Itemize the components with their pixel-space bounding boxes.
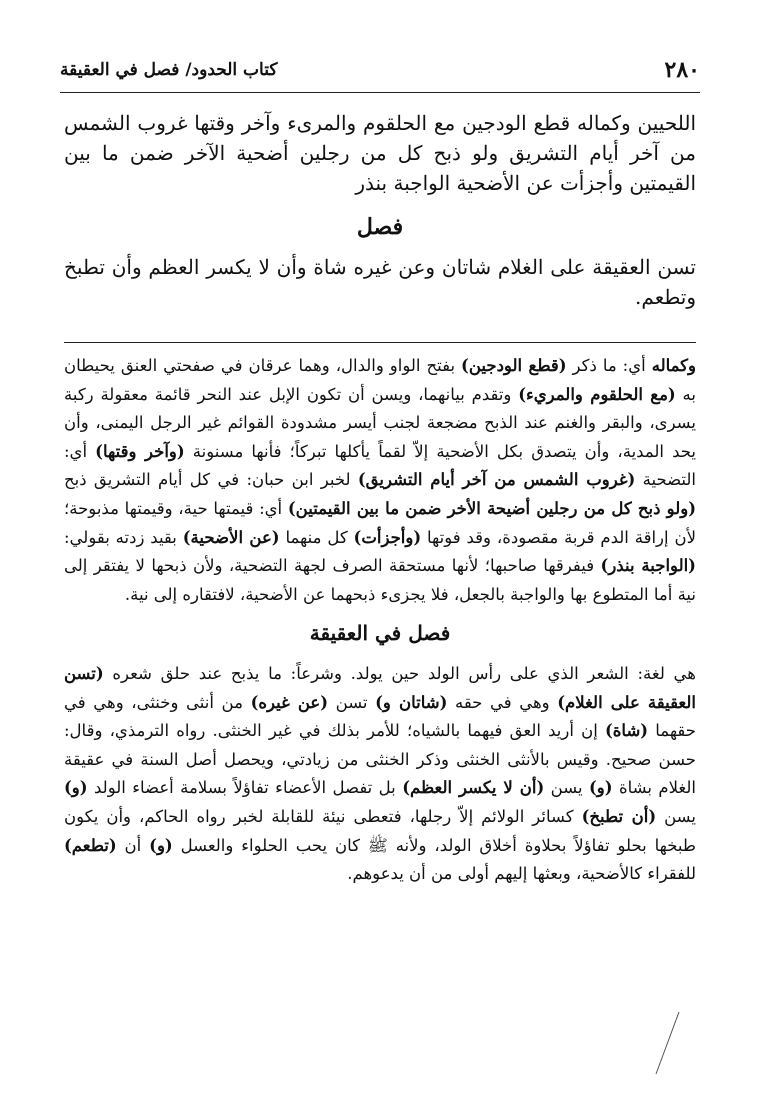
commentary-text: وتقدم بيانهما، ويسن أن تكون الإبل عند النحر قائمة معقولة ركبة يسرى، والبقر والغنم عند الذبح مضجعة لجنب أيسر مشدودة القوائم غير الرجل اليمنى، وأن يحد المدية، وأن يتصدق بكل الأضحية إلاّ لقماً يأكلها تبركاً؛ فأنها مسنونة (64, 384, 696, 461)
commentary-text: من أنثى وخنثى، وهي في حقهما (64, 692, 696, 741)
bold-quote: (عن غيره) (250, 692, 329, 712)
main-text (64, 108, 696, 312)
commentary-paragraph (64, 660, 696, 889)
bold-quote: (مع الحلقوم والمريء) (518, 384, 676, 404)
bold-quote: (شاتان و) (375, 692, 448, 712)
page-header (60, 52, 700, 88)
bold-quote: (وآخر وقتها) (95, 441, 185, 461)
commentary-text: فيفرقها صاحبها؛ لأنها مستحقة الصرف لجهة التضحية، ولأن ذبحها لا يفتقر إلى نية أما المتطوع بها والواجبة بالجعل، فلا يجزىء ذبحهما عن الأضحية، لافتقاره إلى نية. (64, 556, 696, 604)
commentary-paragraph (64, 352, 696, 609)
commentary-text: بقيد زدته بقولي: (64, 527, 183, 547)
commentary-text: إن أريد العق فيهما بالشياه؛ للأمر بذلك في غير الخنثى. رواه الترمذي، وقال: حسن صحيح. وقيس بالأنثى الخنثى وذكر الخنثى من زيادتي، ويحصل أصل السنة في عقيقة الغلام بشاة (64, 721, 696, 798)
bold-quote: وكماله (651, 356, 696, 375)
page-number: ٢٨٠ (664, 57, 700, 83)
section-heading: فصل (356, 214, 404, 240)
bold-quote: (قطع الودجين) (461, 356, 567, 375)
bold-quote: (أن تطبخ) (581, 806, 657, 826)
commentary-rule (64, 342, 696, 343)
bold-quote: (عن الأضحية) (182, 527, 280, 547)
commentary (64, 352, 696, 889)
bold-quote: (ولو ذبح كل من رجلين أضيحة الأخر ضمن ما بين القيمتين) (287, 498, 696, 518)
commentary-text: يسن (656, 806, 696, 826)
bold-quote: (و) (588, 778, 613, 798)
main-text-paragraph: اللحيين وكماله قطع الودجين مع الحلقوم والمرىء وآخر وقتها غروب الشمس من آخر أيام التشريق ولو ذبح كل من رجلين أضحية الآخر ضمن ما بين القيمتين وأجزأت عن الأضحية الواجبة بنذر (64, 111, 697, 195)
commentary-text: يسن (544, 778, 589, 798)
commentary-text: أي: ما ذكر (566, 356, 652, 375)
commentary-text: أي: قيمتها حية، وقيمتها مذبوحة؛ لأن إراقة الدم قربة مقصودة، وقد فوتها (64, 498, 696, 547)
commentary-text: أي: التضحية (64, 441, 696, 490)
commentary-text: بفتح الواو والدال، وهما عرقان في صفحتي العنق يحيطان به (64, 356, 696, 404)
bold-quote: (تسن العقيقة على الغلام) (64, 663, 696, 712)
commentary-text: لخبر ابن حبان: في كل أيام التشريق ذبح (64, 470, 358, 490)
commentary-text: بل تفصل الأعضاء تفاؤلاً بسلامة أعضاء الولد (87, 778, 403, 798)
pen-mark (652, 1010, 682, 1076)
commentary-text: كسائر الولائم إلاّ رجلها، فتعطى نيئة للقابلة لخبر رواه الحاكم، وأن يكون طبخها بحلو تفاؤلاً بحلاوة أخلاق الولد، ولأنه ﷺ كان يحب الحلواء والعسل (64, 806, 696, 855)
commentary-text: للفقراء كالأضحية، وبعثها إليهم أولى من أن يدعوهم. (347, 864, 696, 884)
bold-quote: (أن لا يكسر العظم) (402, 778, 545, 798)
bold-quote: (و) (149, 835, 173, 855)
header-rule (60, 92, 700, 93)
running-title: كتاب الحدود/ فصل في العقيقة (60, 60, 278, 80)
bold-quote: (غروب الشمس من آخر أيام التشريق) (357, 470, 636, 490)
bold-quote: (تطعم) (64, 835, 117, 855)
bold-quote: (شاة) (604, 721, 649, 741)
commentary-text: أن (116, 835, 150, 855)
bold-quote: (وأجزأت) (353, 527, 422, 547)
main-text-paragraph: تسن العقيقة على الغلام شاتان وعن غيره شاة وأن لا يكسر العظم وأن تطبخ وتطعم. (64, 255, 696, 309)
commentary-text: تسن (328, 692, 376, 712)
bold-quote: (الواجبة بنذر) (600, 556, 696, 576)
section-heading-aqiqah: فصل في العقيقة (309, 621, 451, 646)
bold-quote: (و) (64, 778, 88, 798)
commentary-text: وهي في حقه (447, 692, 558, 712)
commentary-text: هي لغة: الشعر الذي على رأس الولد حين يولد. وشرعاً: ما يذبح عند حلق شعره (103, 663, 696, 683)
commentary-text: كل منهما (279, 527, 354, 547)
